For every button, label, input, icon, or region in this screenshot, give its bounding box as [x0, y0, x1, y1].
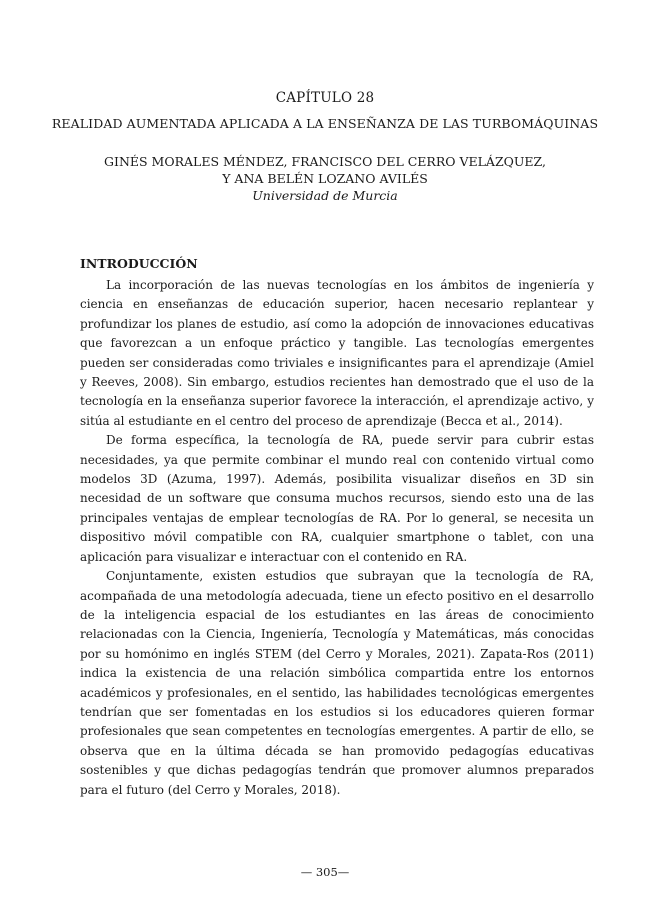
chapter-label: CAPÍTULO 28: [275, 90, 375, 106]
authors-block: [0, 153, 650, 204]
affiliation: Universidad de Murcia: [252, 188, 398, 203]
authors-line-1: GINÉS MORALES MÉNDEZ, FRANCISCO DEL CERRO VELÁZQUEZ,: [104, 154, 546, 169]
paragraph-2: De forma específica, la tecnología de RA, puede servir para cubrir estas necesidades, ya que permite combinar el mundo real con contenido virtual como modelos 3D (Azuma, 1997). Además, posibilita visualizar diseños en 3D sin necesidad de un software que consuma muchos recursos, siendo esto una de las principales ventajas de emplear tecnologías de RA. Por lo general, se necesita un dispositivo móvil compatible con RA, cualquier smartphone o tablet, con una aplicación para visualizar e interactuar con el contenido en RA.: [80, 433, 594, 564]
page-number: — 305—: [300, 865, 350, 879]
chapter-title: REALIDAD AUMENTADA APLICADA A LA ENSEÑANZA DE LAS TURBOMÁQUINAS: [51, 116, 599, 131]
body-text: [80, 276, 594, 800]
paragraph-1: La incorporación de las nuevas tecnologías en los ámbitos de ingeniería y ciencia en enseñanzas de educación superior, hacen necesario replantear y profundizar los planes de estudio, así como la adopción de innovaciones educativas que favorezcan a un enfoque práctico y tangible. Las tecnologías emergentes pueden ser consideradas como triviales e insignificantes para el aprendizaje (Amiel y Reeves, 2008). Sin embargo, estudios recientes han demostrado que el uso de la tecnología en la enseñanza superior favorece la interacción, el aprendizaje activo, y sitúa al estudiante en el centro del proceso de aprendizaje (Becca et al., 2014).: [80, 278, 594, 428]
paragraph-3: Conjuntamente, existen estudios que subrayan que la tecnología de RA, acompañada de una metodología adecuada, tiene un efecto positivo en el desarrollo de la inteligencia espacial de los estudiantes en las áreas de conocimiento relacionadas con la Ciencia, Ingeniería, Tecnología y Matemáticas, más conocidas por su homónimo en inglés STEM (del Cerro y Morales, 2021). Zapata-Ros (2011) indica la existencia de una relación simbólica compartida entre los entornos académicos y profesionales, en el sentido, las habilidades tecnológicas emergentes tendrían que ser fomentadas en los estudios si los educadores quieren formar profesionales que sean competentes en tecnologías emergentes. A partir de ello, se observa que en la última década se han promovido pedagogías educativas sostenibles y que dichas pedagogías tendrán que promover alumnos preparados para el futuro (del Cerro y Morales, 2018).: [80, 569, 594, 797]
section-heading: INTRODUCCIÓN: [80, 256, 198, 271]
authors-line-2: Y ANA BELÉN LOZANO AVILÉS: [222, 171, 428, 186]
